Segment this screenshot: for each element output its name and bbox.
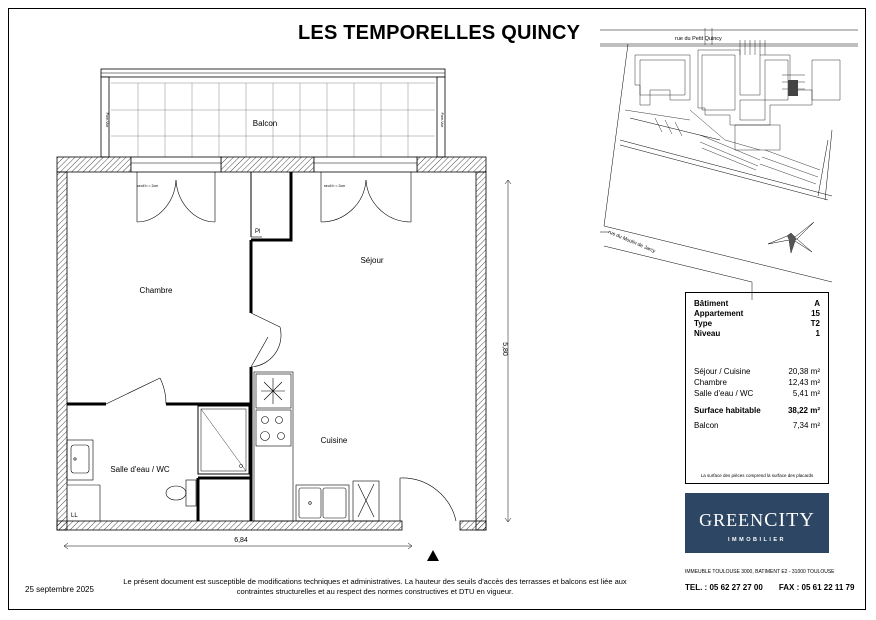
kitchen-counter [254,372,379,521]
logo-subtitle: IMMOBILIER [728,537,786,543]
room-label-cuisine: Cuisine [320,436,348,445]
washbasin [67,440,93,480]
disclaimer-text: Le présent document est susceptible de modifications techniques et administratives. La hauteur des seuils d'accès des terrasses et balcons est liée aux contraintes structurelles et au respect des normes constructives et DTU en vigueur. [123,577,627,596]
interior-walls [67,172,291,521]
telephone-number: TEL. : 05 62 27 27 00 [685,583,763,592]
shower [198,406,249,474]
document-date: 25 septembre 2025 [25,585,94,594]
compass-rose-icon [768,222,814,253]
toilet [166,480,196,506]
area-row-sejour-cuisine: Séjour / Cuisine 20,38 m² [694,367,820,376]
room-label-salle-eau: Salle d'eau / WC [110,465,170,474]
area-row-salle-eau: Salle d'eau / WC 5,41 m² [694,389,820,398]
dimension-height-label: 5,80 [501,342,508,356]
company-address: IMMEUBLE TOULOUSE 3000, BATIMENT E2 - 31000 TOULOUSE [685,569,835,575]
balcony [101,69,445,157]
site-plan-highlight [788,80,798,96]
door-note-chambre: seuil h = 2cm [137,184,159,188]
garde-corps-left-label: Pare-Vue [105,112,109,128]
french-door-chambre [137,172,215,222]
info-row-appartement: Appartement 15 [694,309,820,318]
surface-note: La surface des pièces comprend la surface des placards [700,473,814,478]
exterior-walls [57,157,486,530]
info-row-type: Type T2 [694,319,820,328]
room-label-sejour: Séjour [360,256,384,265]
area-row-balcon: Balcon 7,34 m² [694,421,820,430]
door-note-sejour: seuil h = 2cm [324,184,346,188]
street-label-top: rue du Petit Quincy [675,36,722,42]
entrance-arrow-icon [427,550,439,561]
hood-icon [261,378,285,404]
room-label-lave-linge: LL [71,513,78,519]
room-label-chambre: Chambre [139,286,173,295]
area-row-chambre: Chambre 12,43 m² [694,378,820,387]
dimension-width-label: 6,84 [234,537,248,544]
dimension-lines [64,180,511,549]
room-label-placard: Pl [255,229,261,235]
french-door-sejour [321,172,411,222]
info-row-batiment: Bâtiment A [694,299,820,308]
site-plan [600,28,858,300]
logo-wordmark: GREENCITY [699,509,815,531]
area-row-surface-habitable: Surface habitable 38,22 m² [694,406,820,415]
street-label-bottom: rue du Moulin de Jarcy [607,229,657,255]
fax-number: FAX : 05 61 22 11 79 [778,583,855,592]
info-box [685,292,829,484]
company-phones [685,583,870,592]
room-label-balcon: Balcon [252,119,278,128]
page-title: LES TEMPORELLES QUINCY [298,22,581,44]
garde-corps-right-label: Pare-Vue [440,112,444,128]
info-row-niveau: Niveau 1 [694,329,820,338]
greencity-logo [685,493,829,553]
